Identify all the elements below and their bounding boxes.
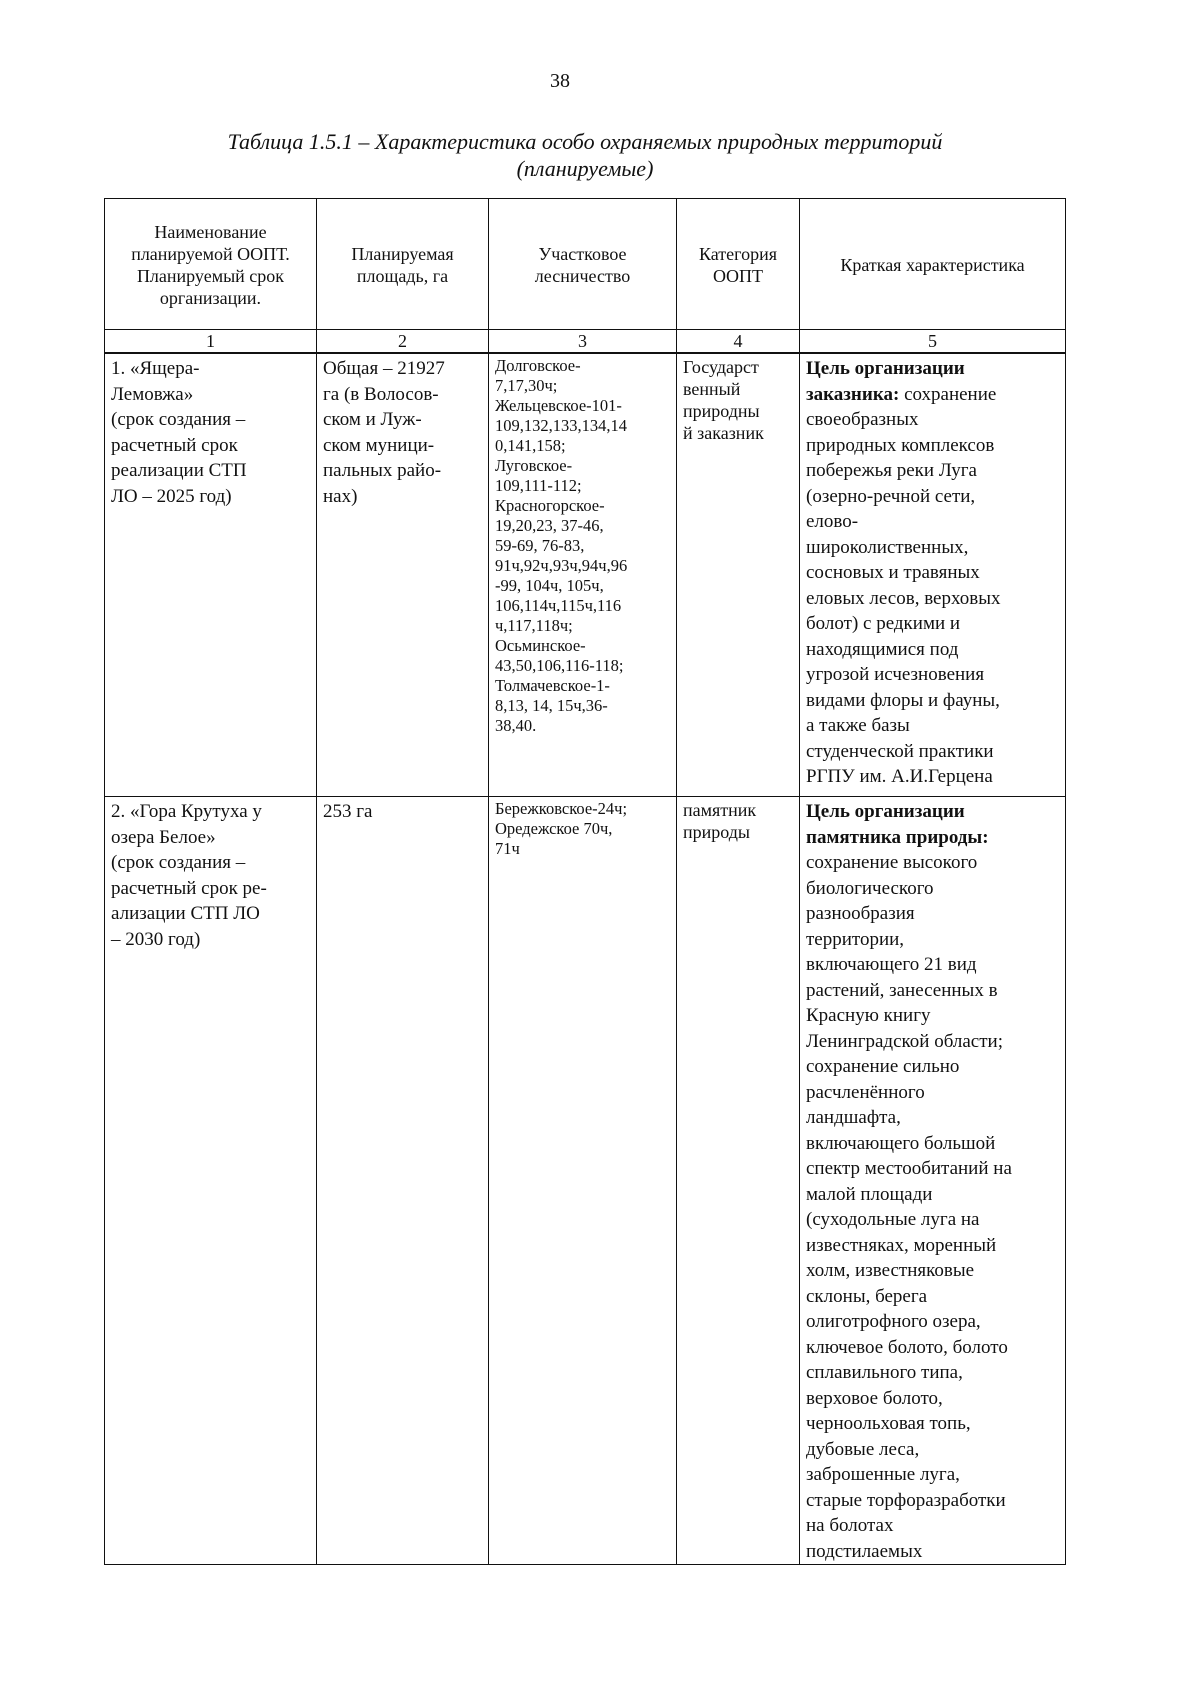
header-name: Наименование планируемой ООПТ. Планируемый срок организации.	[105, 199, 317, 330]
header-row	[105, 199, 1066, 330]
caption-subtitle: (планируемые)	[516, 156, 654, 181]
caption-title: Таблица 1.5.1 – Характеристика особо охраняемых природных территорий	[227, 129, 943, 154]
column-number: 5	[800, 330, 1066, 354]
description-text: сохранение высокого биологического разнообразия территории, включающего 21 вид растений, занесенных в Красную книгу Ленинградской области; сохранение сильно расчленённого ландшафта, включающего большой спектр местообитаний на малой площади (суходольные луга на известняках, моренный холм, известняковые склоны, берега олиготрофного озера, ключевое болото, болото сплавильного типа, верховое болото, черноольховая топь, дубовые леса, заброшенные луга, старые торфоразработки на болотах подстилаемых	[806, 852, 1012, 1562]
goal-label: Цель организации заказника:	[806, 358, 965, 405]
header-category: Категория ООПТ	[677, 199, 800, 330]
category-cell: Государст венный природны й заказник	[677, 353, 800, 797]
goal-label: Цель организации памятника природы:	[806, 801, 989, 848]
column-number-row	[105, 330, 1066, 354]
oopt-name-cell: 2. «Гора Крутуха у озера Белое» (срок создания – расчетный срок ре- ализации СТП ЛО – 2030 год)	[105, 797, 317, 1565]
table-row	[105, 797, 1066, 1565]
column-number: 4	[677, 330, 800, 354]
oopt-table	[104, 198, 1066, 1565]
description-cell	[800, 797, 1066, 1565]
forestry-cell: Долговское- 7,17,30ч; Жельцевское-101- 109,132,133,134,14 0,141,158; Луговское- 109,111-112; Красногорское- 19,20,23, 37-46, 59-69, 76-83, 91ч,92ч,93ч,94ч,96 -99, 104ч, 105ч, 106,114ч,115ч,116 ч,117,118ч; Осьминское- 43,50,106,116-118; Толмачевское-1- 8,13, 14, 15ч,36- 38,40.	[489, 353, 677, 797]
forestry-cell: Бережковское-24ч; Оредежское 70ч, 71ч	[489, 797, 677, 1565]
column-number: 1	[105, 330, 317, 354]
description-cell	[800, 353, 1066, 797]
area-cell: 253 га	[317, 797, 489, 1565]
header-description: Краткая характеристика	[800, 199, 1066, 330]
table-row	[105, 353, 1066, 797]
page-number: 38	[550, 70, 570, 92]
column-number: 2	[317, 330, 489, 354]
header-forestry: Участковое лесничество	[489, 199, 677, 330]
table-caption	[105, 128, 1065, 182]
category-cell: памятник природы	[677, 797, 800, 1565]
header-area: Планируемая площадь, га	[317, 199, 489, 330]
column-number: 3	[489, 330, 677, 354]
oopt-name-cell: 1. «Ящера- Лемовжа» (срок создания – расчетный срок реализации СТП ЛО – 2025 год)	[105, 353, 317, 797]
area-cell: Общая – 21927 га (в Волосов- ском и Луж- ском муници- пальных райо- нах)	[317, 353, 489, 797]
description-text: сохранение своеобразных природных комплексов побережья реки Луга (озерно-речной сети, елово- широколиственных, сосновых и травяных еловых лесов, верховых болот) с редкими и находящимися под угрозой исчезновения видами флоры и фауны, а также базы студенческой практики РГПУ им. А.И.Герцена	[806, 383, 1001, 787]
